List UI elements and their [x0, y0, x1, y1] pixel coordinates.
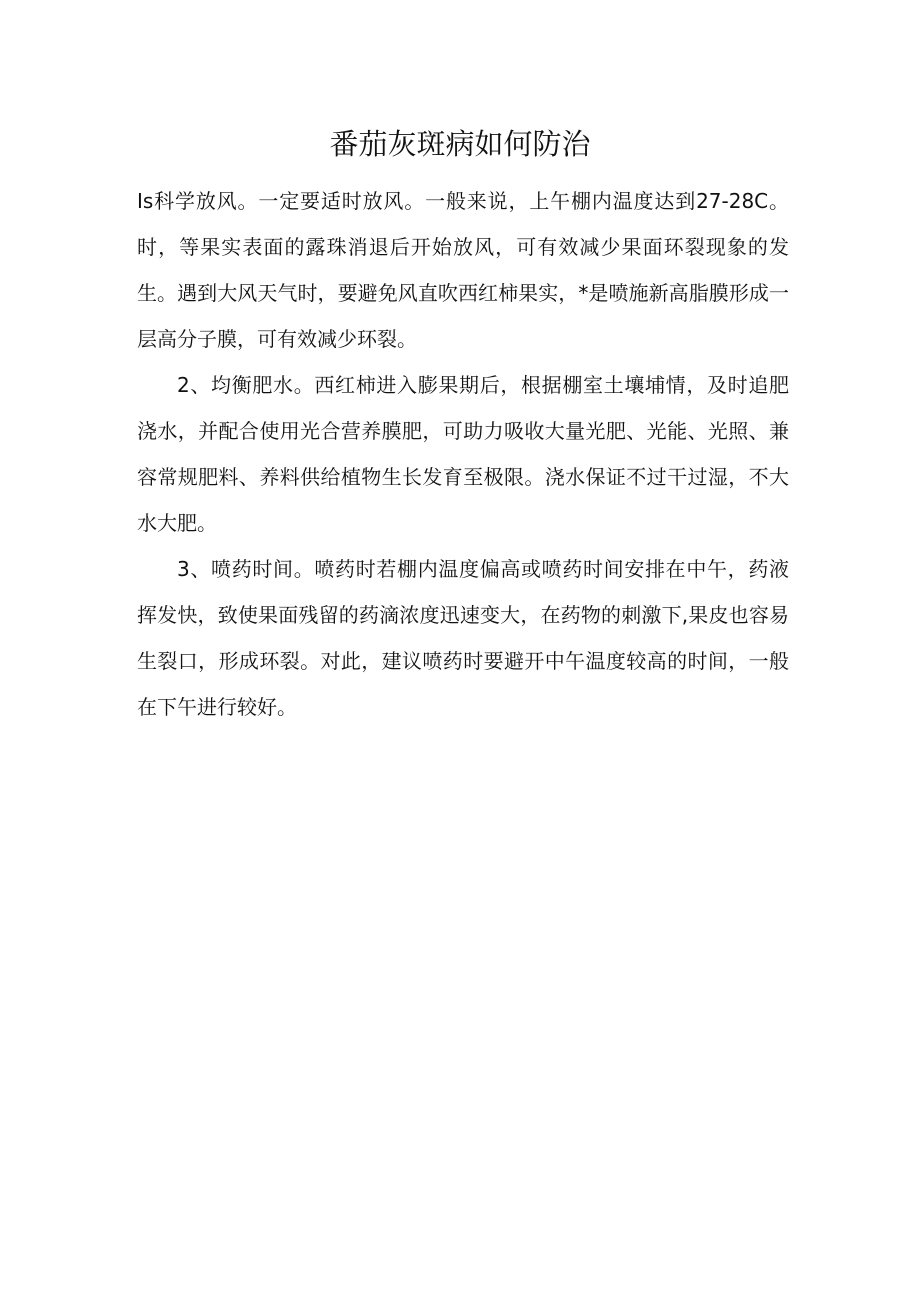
document-body [137, 178, 789, 730]
paragraph-ventilation: Is科学放风。一定要适时放风。一般来说，上午棚内温度达到27-28C。时，等果实表面的露珠消退后开始放风，可有效减少果面环裂现象的发生。遇到大风天气时，要避免风直吹西红柿果实，*是喷施新高脂膜形成一层高分子膜，可有效减少环裂。 [137, 189, 789, 351]
paragraph-fertilizer-water: 2、均衡肥水。西红柿进入膨果期后，根据棚室土壤埔情，及时追肥浇水，并配合使用光合营养膜肥，可助力吸收大量光肥、光能、光照、兼容常规肥料、养料供给植物生长发育至极限。浇水保证不过干过湿，不大水大肥。 [137, 373, 789, 535]
paragraph-spraying-time: 3、喷药时间。喷药时若棚内温度偏高或喷药时间安排在中午，药液挥发快，致使果面残留的药滴浓度迅速变大，在药物的刺激下,果皮也容易生裂口，形成环裂。对此，建议喷药时要避开中午温度较高的时间，一般在下午进行较好。 [137, 557, 789, 719]
document-title: 番茄灰斑病如何防治 [329, 127, 591, 161]
